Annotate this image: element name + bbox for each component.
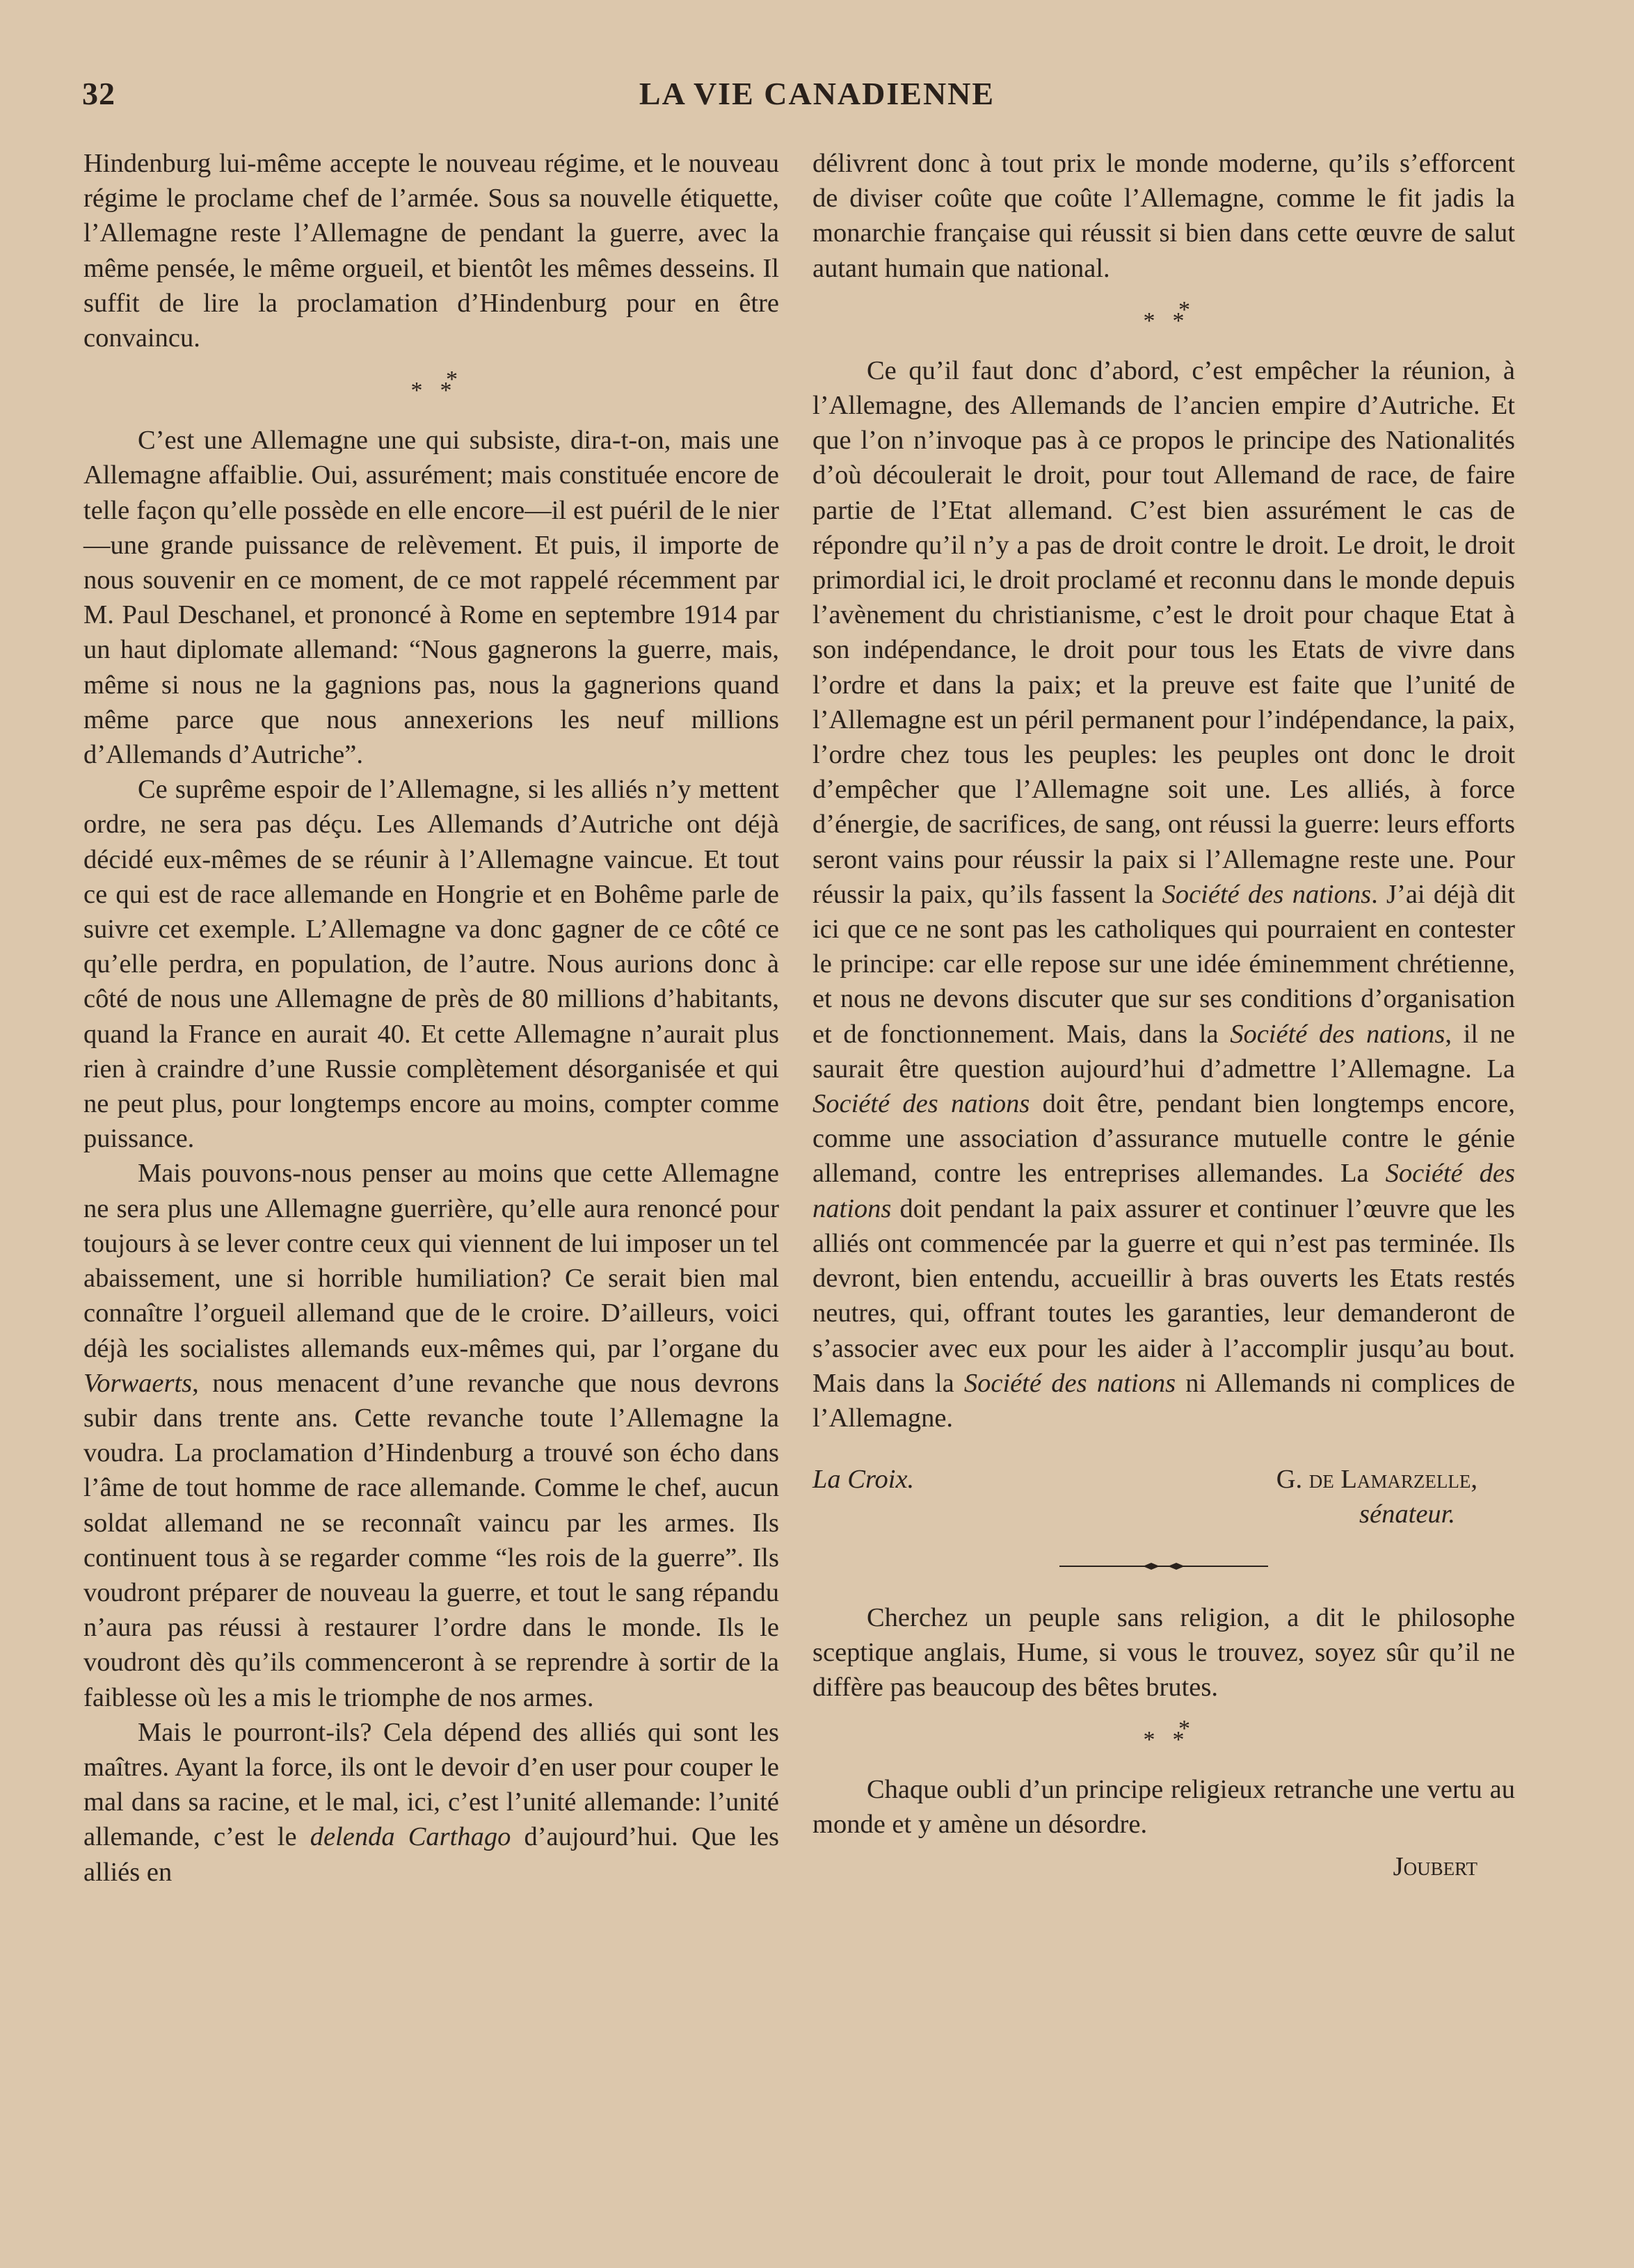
source-credit: La Croix. xyxy=(812,1465,915,1495)
paragraph: Mais pouvons-nous penser au moins que cette Allemagne ne sera plus une Allemagne guerrière, qu’elle aura renoncé pour toujours à se lever contre ceux qui viennent de lui imposer un tel abaissement, une si horrible humiliation? Ce serait bien mal connaître l’orgueil allemand que de le croire. D’ailleurs, voici déjà les socialistes allemands eux-mêmes qui, par l’organe du Vorwaerts, nous menacent d’une revanche que nous devrons subir dans trente ans. Cette revanche toute l’Allemagne la voudra. La proclamation d’Hindenburg a trouvé son écho dans l’âme de tout homme de race allemande. Comme le chef, aucun soldat allemand ne se reconnaît vaincu par les armes. Ils continuent tous à se regarder comme “les rois de la guerre”. Ils voudront préparer de nouveau la guerre, et tout le sang répandu n’aura pas réussi à restaurer l’ordre dans le monde. Ils le voudront dès qu’ils commenceront à se reprendre à sortir de la faiblesse où les a mis le triomphe de nos armes. xyxy=(83,1159,779,1712)
paragraph: Ce qu’il faut donc d’abord, c’est empêcher la réunion, à l’Allemagne, des Allemands de l’ancien empire d’Autriche. Et que l’on n’invoque pas à ce propos le principe des Nationalités d’où découlerait le droit, pour tout Allemand de race, de faire partie de l’Etat allemand. C’est bien assurément le cas de répondre qu’il n’y a pas de droit contre le droit. Le droit, le droit primordial ici, le droit proclamé et reconnu dans le monde depuis l’avènement du christianisme, c’est le droit pour chaque Etat à son indépendance, le droit pour tous les Etats de vivre dans l’ordre et dans la paix; et la preuve est faite que l’unité de l’Allemagne est un péril permanent pour l’indépendance, la paix, l’ordre chez tous les peuples: les peuples ont donc le droit d’empêcher que l’Allemagne soit une. Les alliés, à force d’énergie, de sacrifices, de sang, ont réussi la guerre: leurs efforts seront vains pour réussir la paix si l’Allemagne reste une. Pour réussir la paix, qu’ils fassent la Société des nations. J’ai déjà dit ici que ce ne sont pas les catholiques qui pourraient en contester le principe: car elle repose sur une idée éminemment chrétienne, et nous ne devons discuter que sur ses conditions d’organisation et de fonctionnement. Mais, dans la Société des nations, il ne saurait être question aujourd’hui d’admettre l’Allemagne. La Société des nations doit être, pendant bien longtemps encore, comme une association d’assurance mutuelle contre le génie allemand, contre les entreprises allemandes. La Société des nations doit pendant la paix assurer et continuer l’œuvre que les alliés ont commencée par la guerre et qui n’est pas terminée. Ils devront, bien entendu, accueillir à bras ouverts les Etats restés neutres, qui, offrant toutes les garanties, leur demanderont de s’associer avec eux pour les aider à l’accomplir jusqu’au bout. Mais dans la Société des nations ni Allemands ni complices de l’Allemagne. xyxy=(812,355,1515,1433)
left-column xyxy=(83,146,779,1890)
ornamental-divider xyxy=(812,1532,1515,1600)
latin-phrase: delenda Carthago xyxy=(310,1822,511,1852)
author-name: G. de Lamarzelle, xyxy=(1276,1465,1477,1495)
paragraph: Hindenburg lui-même accepte le nouveau régime, et le nouveau régime le proclame chef de l’armée. Sous sa nouvelle étiquette, l’Allemagne reste l’Allemagne de pendant la guerre, avec la même pensée, le même orgueil, et bientôt les mêmes desseins. Il suffit de lire la proclamation d’Hindenburg pour en être convaincu. xyxy=(83,149,779,353)
running-title: LA VIE CANADIENNE xyxy=(639,76,995,111)
right-column xyxy=(812,146,1515,1884)
paragraph: Mais le pourront-ils? Cela dépend des alliés qui sont les maîtres. Ayant la force, ils ont le devoir d’en user pour couper le mal dans sa racine, et le mal, ici, c’est l’unité allemande: l’unité allemande, c’est le delenda Carthago d’aujourd’hui. Que les alliés en xyxy=(83,1717,779,1887)
paragraph: C’est une Allemagne une qui subsiste, dira-t-on, mais une Allemagne affaiblie. Oui, assurément; mais constituée encore de telle façon qu’elle possède en elle encore—il est puéril de le nier—une grande puissance de relèvement. Et puis, il importe de nous souvenir en ce moment, de ce mot rappelé récemment par M. Paul Deschanel, et prononcé à Rome en septembre 1914 par un haut diplomate allemand: “Nous gagnerons la guerre, mais, même si nous ne la gagnions pas, nous la gagnerions quand même parce que nous annexerions les neuf millions d’Allemands d’Autriche”. xyxy=(83,426,779,770)
quote-author: Joubert xyxy=(1393,1851,1477,1881)
page-number: 32 xyxy=(82,76,115,111)
signature-row xyxy=(812,1462,1515,1497)
newspaper-title: Vorwaerts xyxy=(83,1368,193,1398)
section-separator: * ** xyxy=(1143,296,1190,334)
section-separator: * ** xyxy=(410,367,458,404)
author-title: sénateur. xyxy=(1359,1499,1455,1529)
paragraph: Ce suprême espoir de l’Allemagne, si les alliés n’y mettent ordre, ne sera pas déçu. Les Allemands d’Autriche ont déjà décidé eux-mêmes de se réunir à l’Allemagne vaincue. Et tout ce qui est de race allemande en Hongrie et en Bohême parle de suivre cet exemple. L’Allemagne va donc gagner de ce côté ce qu’elle perdra, en population, de l’autre. Nous aurions donc à côté de nous une Allemagne de près de 80 millions d’habitants, quand la France en aurait 40. Et cette Allemagne n’aurait plus rien à craindre d’une Russie complètement désorganisée et qui ne peut plus, pour longtemps encore au moins, compter comme puissance. xyxy=(83,775,779,1154)
paragraph: délivrent donc à tout prix le monde moderne, qu’ils s’efforcent de diviser coûte que coûte l’Allemagne, comme le fit jadis la monarchie française qui réussit si bien dans cette œuvre de salut autant humain que national. xyxy=(812,149,1515,283)
quote: Chaque oubli d’un principe religieux retranche une vertu au monde et y amène un désordre. xyxy=(812,1775,1515,1840)
quote: Cherchez un peuple sans religion, a dit le philosophe sceptique anglais, Hume, si vous le trouvez, soyez sûr qu’il ne diffère pas beaucoup des bêtes brutes. xyxy=(812,1602,1515,1702)
section-separator: * ** xyxy=(1143,1716,1190,1753)
